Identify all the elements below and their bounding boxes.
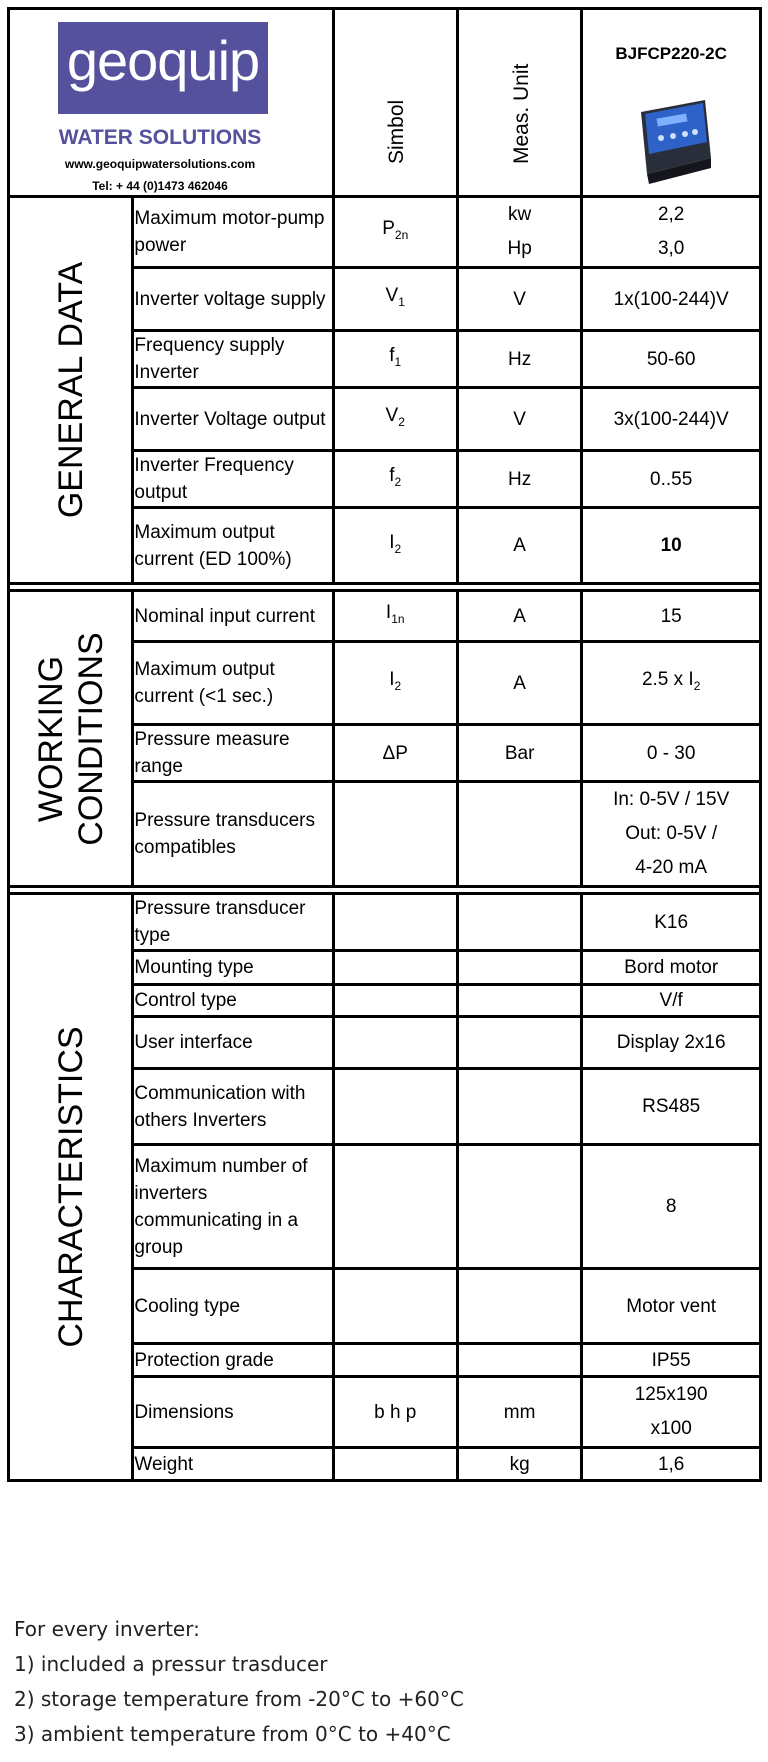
unit-header-label: Meas. Unit [509,63,533,164]
param-label: Pressure measure range [133,725,333,782]
symbol-cell: $I_{1n}$ [333,591,457,642]
unit-cell [457,951,581,985]
spec-sheet [7,7,762,1590]
symbol-cell [333,894,457,951]
unit-cell [457,985,581,1017]
symbol-cell: ΔP [333,725,457,782]
unit-cell: kw Hp [457,197,581,268]
section-divider [9,584,761,591]
param-label: Maximum number of inverters communicating in a group [133,1145,333,1269]
param-label: Maximum motor-pump power [133,197,333,268]
value-cell: 2.5 x $I_2$ [582,642,761,725]
value-cell: V/f [582,985,761,1017]
value-cell: 0..55 [582,451,761,508]
logo [58,22,268,114]
symbol-cell: $P_{2n}$ [333,197,457,268]
row-ttype [9,894,761,951]
symbol-cell: $f_1$ [333,331,457,388]
section-working-conditions-label: WORKING CONDITIONS [31,631,110,846]
symbol-cell: $I_2$ [333,642,457,725]
value-cell: K16 [582,894,761,951]
value-cell: 0 - 30 [582,725,761,782]
param-label: Pressure transducer type [133,894,333,951]
unit-cell [457,1269,581,1344]
param-label: Control type [133,985,333,1017]
header-row [9,9,761,197]
model-header [582,9,761,197]
unit-cell [457,1069,581,1145]
section-characteristics-label: CHARACTERISTICS [51,1026,90,1348]
section-characteristics [9,894,133,1481]
footnote-heading: For every inverter: [14,1617,200,1641]
unit-cell [457,1145,581,1269]
value-cell: 8 [582,1145,761,1269]
unit-cell: A [457,642,581,725]
spec-table [7,7,762,1482]
param-label: Maximum output current (ED 100%) [133,508,333,584]
value-cell: 1x(100-244)V [582,268,761,331]
value-cell: Bord motor [582,951,761,985]
param-label: Frequency supply Inverter [133,331,333,388]
value-cell: 2,2 3,0 [582,197,761,268]
value-cell: 50-60 [582,331,761,388]
symbol-cell: $f_2$ [333,451,457,508]
model-name: BJFCP220-2C [615,44,727,63]
param-label: Maximum output current (<1 sec.) [133,642,333,725]
unit-cell: Bar [457,725,581,782]
value-cell: Motor vent [582,1269,761,1344]
unit-cell: Hz [457,331,581,388]
value-cell: IP55 [582,1344,761,1377]
symbol-cell [333,1269,457,1344]
row-power [9,197,761,268]
unit-header [457,9,581,197]
symbol-cell: b h p [333,1377,457,1448]
symbol-header-label: Simbol [385,99,409,164]
param-label: Pressure transducers compatibles [133,782,333,887]
symbol-cell [333,1145,457,1269]
symbol-cell: $I_2$ [333,508,457,584]
param-label: Nominal input current [133,591,333,642]
section-general-data-label: GENERAL DATA [51,261,90,519]
param-label: Weight [133,1448,333,1481]
unit-cell: A [457,508,581,584]
param-label: Cooling type [133,1269,333,1344]
unit-cell [457,894,581,951]
value-cell: 10 [582,508,761,584]
symbol-cell: $V_2$ [333,388,457,451]
unit-cell: V [457,388,581,451]
param-label: Communication with others Inverters [133,1069,333,1145]
symbol-header [333,9,457,197]
unit-cell [457,782,581,887]
value-cell: 3x(100-244)V [582,388,761,451]
logo-tagline: WATER SOLUTIONS [58,126,262,149]
param-label: Inverter voltage supply [133,268,333,331]
value-cell: 125x190 x100 [582,1377,761,1448]
logo-cell [9,9,334,197]
value-cell: In: 0-5V / 15V Out: 0-5V / 4-20 mA [582,782,761,887]
footnote-item: 2) storage temperature from -20°C to +60°C [14,1687,464,1711]
footnote-item: 1) included a pressur trasducer [14,1652,328,1676]
section-divider [9,887,761,894]
param-label: Mounting type [133,951,333,985]
logo-wordmark: geoquip [66,29,260,92]
section-general-data [9,197,133,584]
symbol-cell: $V_1$ [333,268,457,331]
footnotes [14,1612,464,1752]
param-label: Protection grade [133,1344,333,1377]
symbol-cell [333,1448,457,1481]
row-iin [9,591,761,642]
unit-cell [457,1344,581,1377]
param-label: User interface [133,1017,333,1069]
unit-cell: Hz [457,451,581,508]
param-label: Dimensions [133,1377,333,1448]
value-cell: 15 [582,591,761,642]
value-cell: Display 2x16 [582,1017,761,1069]
value-cell: 1,6 [582,1448,761,1481]
section-working-conditions [9,591,133,887]
inverter-device-photo [623,90,723,190]
symbol-cell [333,985,457,1017]
unit-cell [457,1017,581,1069]
unit-cell: kg [457,1448,581,1481]
symbol-cell [333,951,457,985]
unit-cell: A [457,591,581,642]
unit-cell: mm [457,1377,581,1448]
symbol-cell [333,1017,457,1069]
symbol-cell [333,782,457,887]
param-label: Inverter Frequency output [133,451,333,508]
value-cell: RS485 [582,1069,761,1145]
symbol-cell [333,1069,457,1145]
symbol-cell [333,1344,457,1377]
logo-website: www.geoquipwatersolutions.com [64,157,256,171]
param-label: Inverter Voltage output [133,388,333,451]
logo-phone: Tel: + 44 (0)1473 462046 [92,179,228,193]
unit-cell: V [457,268,581,331]
footnote-item: 3) ambient temperature from 0°C to +40°C [14,1722,451,1746]
